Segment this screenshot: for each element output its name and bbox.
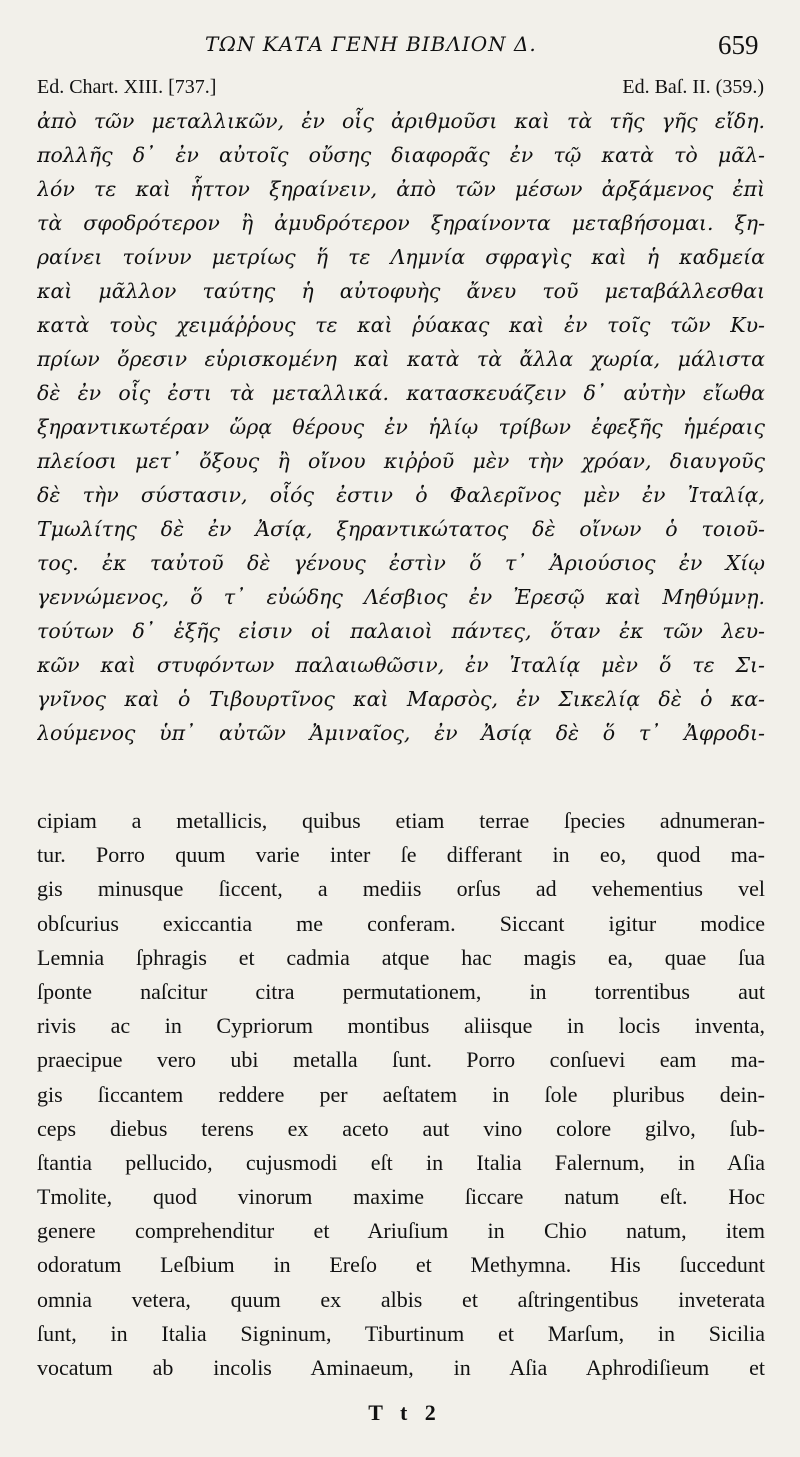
latin-text-line: vocatum ab incolis Aminaeum, in Aſia Aphrodiſieum et xyxy=(37,1355,765,1380)
greek-text-line: καὶ μᾶλλον ταύτης ἡ αὐτοφυὴς ἄνευ τοῦ μεταβάλλεσθαι xyxy=(37,279,765,303)
greek-text-line: δὲ τὴν σύστασιν, οἷός ἐστιν ὁ Φαλερῖνος μὲν ἐν Ἰταλίᾳ, xyxy=(37,483,765,507)
running-title: ΤΩΝ ΚΑΤΑ ΓΕΝΗ ΒΙΒΛΙΟΝ Δ. xyxy=(205,32,537,56)
greek-text-block xyxy=(37,104,765,750)
latin-text-line: genere comprehenditur et Ariuſium in Chio natum, item xyxy=(37,1218,765,1244)
greek-text-line: τὰ σφοδρότερον ἢ ἀμυδρότερον ξηραίνοντα μεταβήσομαι. ξη- xyxy=(37,211,765,235)
latin-text-line: tur. Porro quum varie inter ſe differant in eo, quod ma- xyxy=(37,842,765,868)
greek-text-line: πρίων ὄρεσιν εὑρισκομένη καὶ κατὰ τὰ ἄλλα χωρία, μάλιστα xyxy=(37,347,765,371)
page-number: 659 xyxy=(718,30,759,60)
latin-text-line: gis minusque ſiccent, a mediis orſus ad vehementius vel xyxy=(37,876,765,902)
latin-text-line: ſtantia pellucido, cujusmodi eſt in Italia Falernum, in Aſia xyxy=(37,1149,765,1175)
greek-text-line: κῶν καὶ στυφόντων παλαιωθῶσιν, ἐν Ἰταλίᾳ μὲν ὅ τε Σι- xyxy=(37,653,765,677)
edition-basel-reference: Ed. Baſ. II. (359.) xyxy=(622,76,764,98)
running-head xyxy=(0,30,800,64)
greek-text-line: τος. ἐκ ταὐτοῦ δὲ γένους ἐστὶν ὅ τ᾽ Ἀριούσιος ἐν Χίῳ xyxy=(37,551,765,575)
greek-text-line: δὲ ἐν οἷς ἐστι τὰ μεταλλικά. κατασκευάζειν δ᾽ αὐτὴν εἴωθα xyxy=(37,381,765,405)
greek-text-line: ραίνει τοίνυν μετρίως ἥ τε Λημνία σφραγὶς καὶ ἡ καδμεία xyxy=(37,245,765,269)
latin-text-line: ceps diebus terens ex aceto aut vino colore gilvo, ſub- xyxy=(37,1115,765,1141)
greek-text-line: λούμενος ὑπ᾽ αὐτῶν Ἀμιναῖος, ἐν Ἀσίᾳ δὲ ὅ τ᾽ Ἀφροδι- xyxy=(37,721,765,745)
greek-text-line: κατὰ τοὺς χειμάῤῥους τε καὶ ῥύακας καὶ ἐν τοῖς τῶν Κυ- xyxy=(37,313,765,337)
latin-text-line: odoratum Leſbium in Ereſo et Methymna. His ſuccedunt xyxy=(37,1252,765,1278)
greek-text-line: τούτων δ᾽ ἑξῆς εἰσιν οἱ παλαιοὶ πάντες, ὅταν ἐκ τῶν λευ- xyxy=(37,619,765,643)
latin-text-line: cipiam a metallicis, quibus etiam terrae ſpecies adnumeran- xyxy=(37,808,765,833)
latin-text-line: rivis ac in Cypriorum montibus aliisque in locis inventa, xyxy=(37,1013,765,1039)
edition-chartier-reference: Ed. Chart. XIII. [737.] xyxy=(37,76,217,98)
latin-text-line: gis ſiccantem reddere per aeſtatem in ſole pluribus dein- xyxy=(37,1081,765,1107)
printer-signature-mark: T t 2 xyxy=(368,1400,442,1425)
latin-text-line: Tmolite, quod vinorum maxime ſiccare natum eſt. Hoc xyxy=(37,1184,765,1210)
greek-text-line: γνῖνος καὶ ὁ Τιβουρτῖνος καὶ Μαρσὸς, ἐν Σικελίᾳ δὲ ὁ κα- xyxy=(37,687,765,711)
greek-text-line: ξηραντικωτέραν ὥρᾳ θέρους ἐν ἡλίῳ τρίβων ἐφεξῆς ἡμέραις xyxy=(37,415,765,439)
latin-text-line: Lemnia ſphragis et cadmia atque hac magis ea, quae ſua xyxy=(37,944,765,970)
latin-text-line: omnia vetera, quum ex albis et aſtringentibus inveterata xyxy=(37,1286,765,1312)
greek-text-line: πλείοσι μετ᾽ ὄξους ἢ οἴνου κιῤῥοῦ μὲν τὴν χρόαν, διαυγοῦς xyxy=(37,449,765,473)
latin-text-block xyxy=(37,804,765,1385)
latin-text-line: ſponte naſcitur citra permutationem, in torrentibus aut xyxy=(37,978,765,1004)
greek-text-line: Τμωλίτης δὲ ἐν Ἀσίᾳ, ξηραντικώτατος δὲ οἴνων ὁ τοιοῦ- xyxy=(37,517,765,541)
greek-text-line: λόν τε καὶ ἧττον ξηραίνειν, ἀπὸ τῶν μέσων ἀρξάμενος ἐπὶ xyxy=(37,177,765,201)
greek-text-line: πολλῆς δ᾽ ἐν αὐτοῖς οὔσης διαφορᾶς ἐν τῷ κατὰ τὸ μᾶλ- xyxy=(37,143,765,167)
latin-text-line: ſunt, in Italia Signinum, Tiburtinum et Marſum, in Sicilia xyxy=(37,1320,765,1346)
greek-text-line: ἀπὸ τῶν μεταλλικῶν, ἐν οἷς ἀριθμοῦσι καὶ τὰ τῆς γῆς εἴδη. xyxy=(37,109,765,133)
edition-reference-line xyxy=(37,76,764,102)
latin-text-line: obſcurius exiccantia me conferam. Siccant igitur modice xyxy=(37,910,765,936)
greek-text-line: γεννώμενος, ὅ τ᾽ εὐώδης Λέσβιος ἐν Ἐρεσῷ καὶ Μηθύμνῃ. xyxy=(37,585,765,609)
latin-text-line: praecipue vero ubi metalla ſunt. Porro conſuevi eam ma- xyxy=(37,1047,765,1073)
